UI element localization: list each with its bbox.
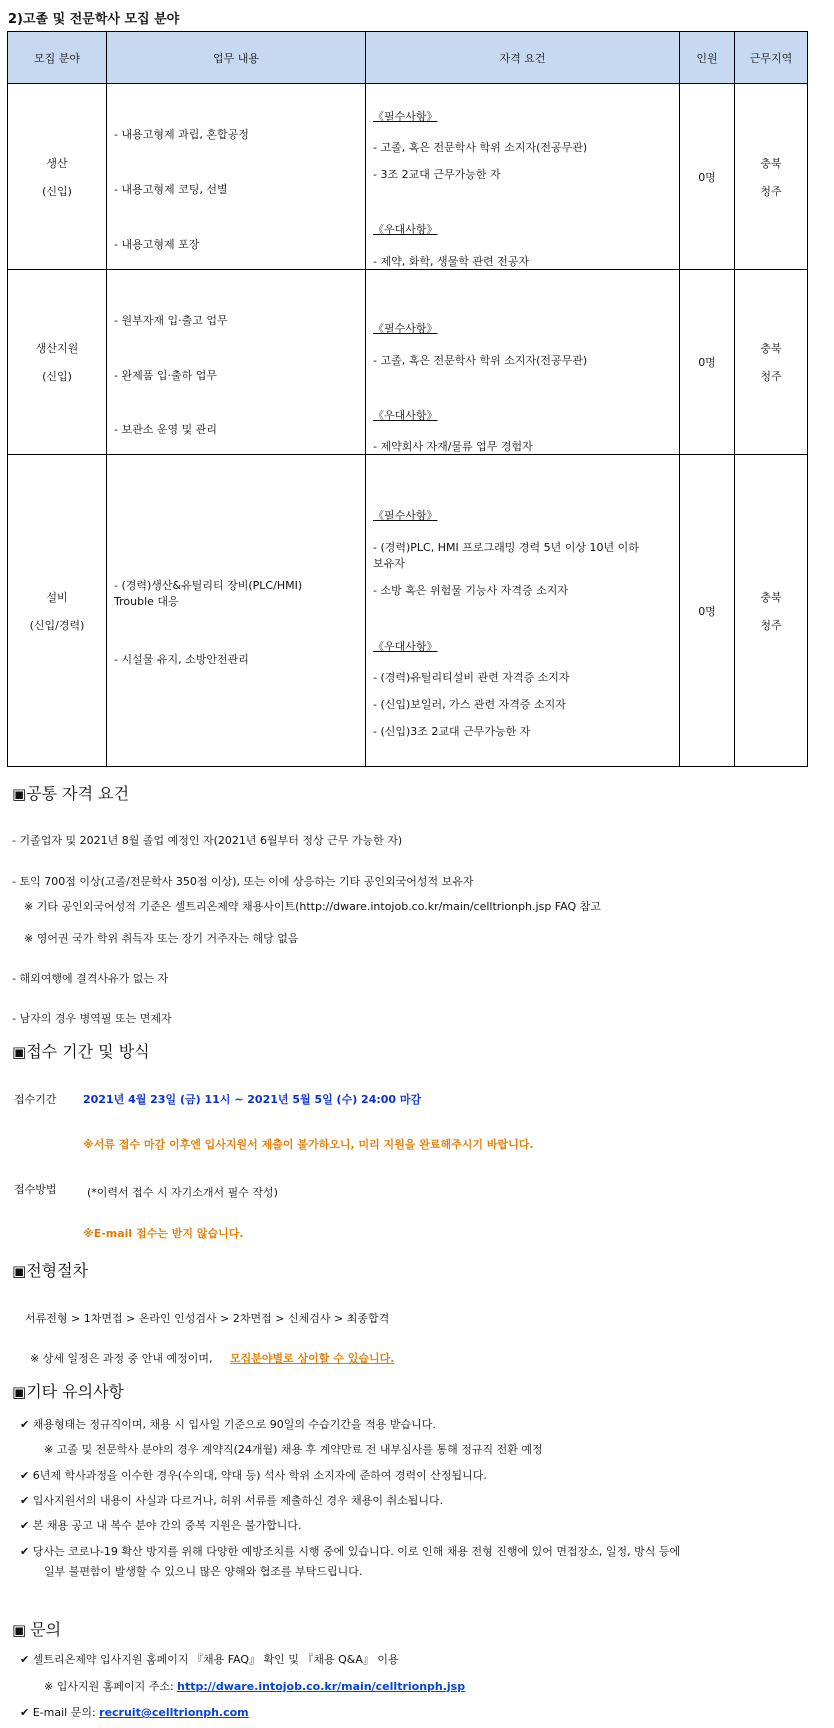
field-name: 설비 [46, 590, 68, 604]
note-item: ✔ 채용형태는 정규직이며, 채용 시 입사일 기준으로 90일의 수습기간을 적용 받습니다. [20, 1418, 436, 1431]
process-steps: 서류전형 > 1차면접 > 온라인 인성검사 > 2차면접 > 신체검사 > 최종합격 [25, 1312, 390, 1325]
required-heading: 《필수사항》 [373, 110, 438, 123]
header-count: 인원 [680, 32, 735, 84]
method-value: (*이력서 접수 시 자기소개서 필수 작성) [87, 1186, 278, 1199]
duty-item: - 시설물 유지, 소방안전관리 [114, 653, 249, 666]
preferred-heading: 《우대사항》 [373, 409, 438, 422]
location-cell [735, 455, 808, 767]
location-region: 충북 [760, 156, 782, 170]
preferred-item: - (신입)보일러, 가스 관련 자격증 소지자 [373, 698, 566, 711]
count-cell: 0명 [680, 84, 735, 270]
preferred-item: - 제약, 화학, 생물학 관련 전공자 [373, 255, 529, 268]
section-common [12, 781, 129, 804]
section-marker-icon: ▣ [12, 1262, 27, 1280]
section-marker-icon: ▣ [12, 1621, 27, 1639]
required-item: - 3조 2교대 근무가능한 자 [373, 168, 501, 181]
table-header-row [8, 32, 808, 84]
location-cell [735, 84, 808, 270]
period-label: 접수기간 [14, 1093, 57, 1106]
count-cell: 0명 [680, 455, 735, 767]
location-cell [735, 270, 808, 455]
header-location: 근무지역 [735, 32, 808, 84]
field-name: 생산 [46, 156, 68, 170]
section-marker-icon: ▣ [12, 785, 27, 803]
preferred-item: - (경력)유틸리티설비 관련 자격증 소지자 [373, 671, 570, 684]
note-item: ✔ 입사지원서의 내용이 사실과 다르거나, 허위 서류를 제출하신 경우 채용이 취소됩니다. [20, 1494, 444, 1507]
duties-cell [107, 270, 366, 455]
header-requirements: 자격 요건 [366, 32, 680, 84]
table-row [8, 84, 808, 270]
section-notes [12, 1379, 124, 1402]
address-label: ※ 입사지원 홈페이지 주소: [44, 1680, 174, 1693]
field-type: (신입/경력) [29, 618, 85, 632]
note-item: ✔ 6년제 학사과정을 이수한 경우(수의대, 약대 등) 석사 학위 소지자에 준하여 경력이 산정됩니다. [20, 1469, 487, 1482]
required-item: - (경력)PLC, HMI 프로그래밍 경력 5년 이상 10년 이하 [373, 541, 639, 554]
field-name: 생산지원 [35, 342, 79, 355]
duty-item: - 완제품 입·출하 업무 [114, 369, 217, 382]
header-field: 모집 분야 [8, 32, 107, 84]
method-label: 접수방법 [14, 1183, 57, 1196]
section-process [12, 1258, 88, 1281]
method-note: ※E-mail 접수는 받지 않습니다. [83, 1227, 244, 1240]
field-cell [8, 270, 107, 455]
field-cell [8, 455, 107, 767]
location-city: 청주 [760, 370, 782, 383]
duty-item: - 내용고형제 포장 [114, 238, 200, 251]
preferred-item: - (신입)3조 2교대 근무가능한 자 [373, 725, 531, 738]
section-heading: 접수 기간 및 방식 [26, 1042, 150, 1061]
preferred-heading: 《우대사항》 [373, 223, 438, 236]
common-note: ※ 영어권 국가 학위 취득자 또는 장기 거주자는 해당 없음 [24, 932, 299, 945]
requirements-cell [366, 455, 680, 767]
requirements-cell [366, 270, 680, 455]
period-value: 2021년 4월 23일 (금) 11시 ~ 2021년 5월 5일 (수) 24:00 마감 [83, 1093, 422, 1106]
duty-item: - 원부자재 입·출고 업무 [114, 314, 228, 327]
email-label: ✔ E-mail 문의: [20, 1706, 96, 1719]
recruit-table [7, 31, 808, 767]
section-marker-icon: ▣ [12, 1043, 27, 1061]
required-item: - 소방 혹은 위험물 기능사 자격증 소지자 [373, 584, 568, 597]
note-item: ✔ 본 채용 공고 내 복수 분야 간의 중복 지원은 불가합니다. [20, 1519, 302, 1532]
common-note: ※ 기타 공인외국어성적 기준은 셀트리온제약 채용사이트(http://dware.intojob.co.kr/main/celltrionph.jsp FAQ 참고 [24, 900, 601, 913]
duties-cell [107, 84, 366, 270]
field-type: (신입) [42, 370, 72, 383]
field-type: (신입) [42, 184, 72, 198]
section-heading: 기타 유의사항 [26, 1382, 125, 1401]
requirements-cell [366, 84, 680, 270]
count-cell: 0명 [680, 270, 735, 455]
required-item: - 고졸, 혹은 전문학사 학위 소지자(전공무관) [373, 141, 588, 154]
note-sub-item: ※ 고졸 및 전문학사 분야의 경우 계약직(24개월) 채용 후 계약만료 전 내부심사를 통해 정규직 전환 예정 [44, 1443, 543, 1456]
duty-item: - 내용고형제 코팅, 선별 [114, 183, 228, 196]
common-item: - 해외여행에 결격사유가 없는 자 [12, 972, 169, 985]
field-cell [8, 84, 107, 270]
email-link[interactable]: recruit@celltrionph.com [99, 1706, 249, 1719]
section-contact [12, 1617, 61, 1640]
required-item: 보유자 [373, 557, 405, 570]
common-item: - 토익 700점 이상(고졸/전문학사 350점 이상), 또는 이에 상응하는 기타 공인외국어성적 보유자 [12, 875, 474, 888]
homepage-link[interactable]: http://dware.intojob.co.kr/main/celltrionph.jsp [177, 1680, 466, 1693]
preferred-heading: 《우대사항》 [373, 640, 438, 653]
note-item-continued: 일부 불편함이 발생할 수 있으니 많은 양해와 협조를 부탁드립니다. [44, 1565, 363, 1578]
duty-item: Trouble 대응 [114, 595, 179, 608]
duties-cell [107, 455, 366, 767]
section-heading: 문의 [30, 1620, 62, 1639]
section-apply [12, 1039, 150, 1062]
duty-item: - 내용고형제 과립, 혼합공정 [114, 128, 249, 141]
common-item: - 기졸업자 및 2021년 8월 졸업 예정인 자(2021년 6월부터 정상 근무 가능한 자) [12, 834, 403, 847]
process-note [30, 1350, 394, 1366]
process-note-highlight: 모집분야별로 상이할 수 있습니다. [229, 1352, 395, 1365]
location-region: 충북 [760, 342, 782, 355]
common-item: - 남자의 경우 병역필 또는 면제자 [12, 1012, 172, 1025]
required-heading: 《필수사항》 [373, 322, 438, 335]
contact-email [20, 1704, 249, 1720]
location-region: 충북 [760, 590, 782, 604]
page-title: 2)고졸 및 전문학사 모집 분야 [8, 12, 180, 27]
duty-item: - (경력)생산&유틸리티 장비(PLC/HMI) [114, 579, 303, 592]
section-heading: 공통 자격 요건 [26, 784, 130, 803]
preferred-item: - 제약회사 자재/물류 업무 경험자 [373, 440, 533, 453]
contact-item: ✔ 셀트리온제약 입사지원 홈페이지 『채용 FAQ』 확인 및 『채용 Q&A』 이용 [20, 1653, 399, 1666]
note-item: ✔ 당사는 코로나-19 확산 방지를 위해 다양한 예방조치를 시행 중에 있습니다. 이로 인해 채용 전형 진행에 있어 면접장소, 일정, 방식 등에 [20, 1545, 681, 1558]
contact-address [44, 1678, 465, 1694]
location-city: 청주 [760, 184, 782, 198]
required-heading: 《필수사항》 [373, 509, 438, 522]
duty-item: - 보관소 운영 및 관리 [114, 423, 217, 436]
process-note-text: ※ 상세 일정은 과정 중 안내 예정이며, [30, 1352, 213, 1365]
section-marker-icon: ▣ [12, 1383, 27, 1401]
table-row [8, 270, 808, 455]
table-row [8, 455, 808, 767]
location-city: 청주 [760, 618, 782, 632]
period-note: ※서류 접수 마감 이후엔 입사지원서 제출이 불가하오니, 미리 지원을 완료해주시기 바랍니다. [83, 1138, 534, 1151]
header-duties: 업무 내용 [107, 32, 366, 84]
required-item: - 고졸, 혹은 전문학사 학위 소지자(전공무관) [373, 354, 588, 367]
section-heading: 전형절차 [26, 1261, 89, 1280]
